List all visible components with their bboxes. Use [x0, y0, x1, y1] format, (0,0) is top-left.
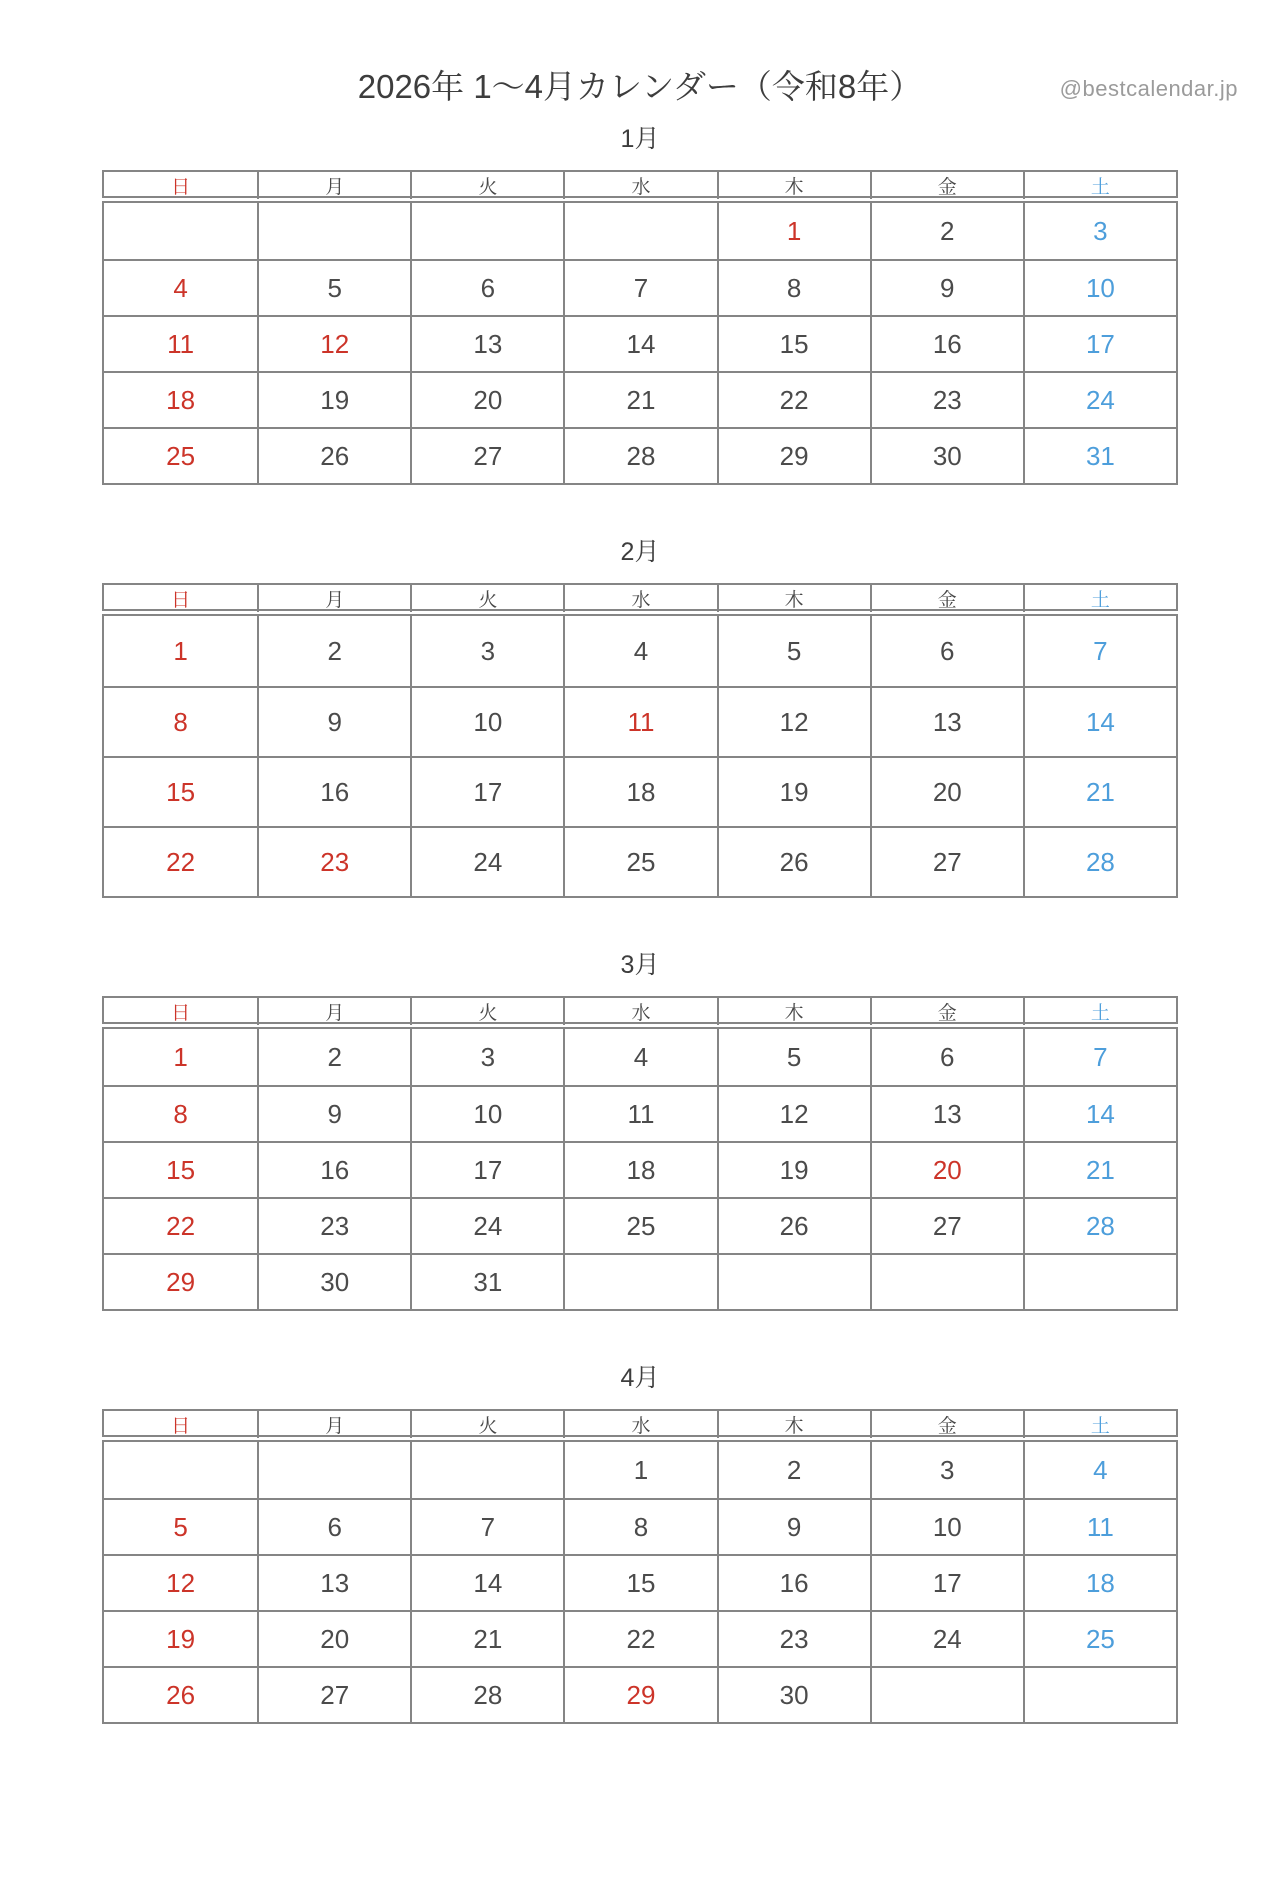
- day-cell: 6: [257, 1498, 410, 1554]
- day-cell: 11: [1023, 1498, 1176, 1554]
- day-cell: 2: [870, 203, 1023, 259]
- calendar-grid: [102, 614, 1178, 898]
- weekday-header: 土: [1023, 998, 1176, 1025]
- calendar-grid: [102, 1440, 1178, 1724]
- day-cell: 19: [104, 1610, 257, 1666]
- month-section-4月: [102, 1361, 1178, 1724]
- empty-day-cell: [410, 1442, 563, 1498]
- day-cell: 13: [870, 686, 1023, 756]
- day-cell: 7: [1023, 1029, 1176, 1085]
- day-cell: 6: [870, 1029, 1023, 1085]
- month-section-3月: [102, 948, 1178, 1311]
- day-cell: 20: [870, 1141, 1023, 1197]
- weekday-header: 金: [870, 172, 1023, 199]
- day-cell: 21: [563, 371, 716, 427]
- day-cell: 20: [257, 1610, 410, 1666]
- weekday-header: 火: [410, 1411, 563, 1438]
- day-cell: 25: [563, 826, 716, 896]
- day-cell: 16: [870, 315, 1023, 371]
- weekday-header: 土: [1023, 585, 1176, 612]
- day-cell: 18: [563, 756, 716, 826]
- weekday-header: 土: [1023, 1411, 1176, 1438]
- day-cell: 5: [257, 259, 410, 315]
- empty-day-cell: [717, 1253, 870, 1309]
- empty-day-cell: [257, 203, 410, 259]
- day-cell: 4: [563, 616, 716, 686]
- day-cell: 17: [410, 756, 563, 826]
- day-cell: 22: [104, 1197, 257, 1253]
- day-cell: 14: [1023, 1085, 1176, 1141]
- day-cell: 1: [173, 635, 188, 666]
- day-cell: 13: [410, 315, 563, 371]
- day-cell: 13: [870, 1085, 1023, 1141]
- day-cell: 16: [717, 1554, 870, 1610]
- day-cell: 8: [104, 686, 257, 756]
- day-cell: 16: [257, 756, 410, 826]
- calendar-grid: [102, 1027, 1178, 1311]
- day-cell: 15: [104, 756, 257, 826]
- empty-day-cell: [410, 203, 563, 259]
- day-cell: 4: [104, 259, 257, 315]
- empty-day-cell: [563, 203, 716, 259]
- day-cell: 4: [563, 1029, 716, 1085]
- day-cell: 27: [410, 427, 563, 483]
- empty-day-cell: [563, 1253, 716, 1309]
- weekday-header: 水: [563, 585, 716, 612]
- day-cell: 9: [257, 686, 410, 756]
- day-cell: 14: [1023, 686, 1176, 756]
- weekday-header-row: [102, 170, 1178, 198]
- day-cell: 11: [563, 686, 716, 756]
- day-cell: 21: [1023, 756, 1176, 826]
- day-cell: 6: [410, 259, 563, 315]
- day-cell: 22: [563, 1610, 716, 1666]
- weekday-header: 木: [717, 1411, 870, 1438]
- day-cell: 10: [410, 686, 563, 756]
- watermark: @bestcalendar.jp: [1059, 76, 1238, 101]
- day-cell: 28: [1023, 1197, 1176, 1253]
- day-cell: 5: [717, 616, 870, 686]
- day-cell: 3: [410, 616, 563, 686]
- month-section-2月: [102, 535, 1178, 898]
- day-cell: 9: [717, 1498, 870, 1554]
- day-cell: 30: [717, 1666, 870, 1722]
- day-cell: 17: [1023, 315, 1176, 371]
- day-cell: 11: [104, 315, 257, 371]
- day-cell: 8: [717, 259, 870, 315]
- weekday-header: 金: [870, 1411, 1023, 1438]
- day-cell: 1: [563, 1442, 716, 1498]
- day-cell: 21: [410, 1610, 563, 1666]
- day-cell: 28: [410, 1666, 563, 1722]
- day-cell: 26: [104, 1666, 257, 1722]
- day-cell: 9: [257, 1085, 410, 1141]
- day-cell: 5: [717, 1029, 870, 1085]
- day-cell: 20: [870, 756, 1023, 826]
- day-cell: 3: [1023, 203, 1176, 259]
- day-cell: 27: [257, 1666, 410, 1722]
- empty-day-cell: [1023, 1666, 1176, 1722]
- day-cell: 14: [410, 1554, 563, 1610]
- day-cell: 15: [563, 1554, 716, 1610]
- weekday-header: 火: [410, 172, 563, 199]
- calendar-grid: [102, 201, 1178, 485]
- day-cell: 4: [1023, 1442, 1176, 1498]
- day-cell: 10: [870, 1498, 1023, 1554]
- day-cell: 23: [257, 1197, 410, 1253]
- day-cell: 17: [870, 1554, 1023, 1610]
- day-cell: 10: [1023, 259, 1176, 315]
- day-cell: 11: [563, 1085, 716, 1141]
- day-cell: 18: [104, 371, 257, 427]
- day-cell: 24: [410, 1197, 563, 1253]
- day-cell: 19: [717, 756, 870, 826]
- weekday-header: 日: [171, 590, 191, 611]
- day-cell: 13: [257, 1554, 410, 1610]
- day-cell: 24: [1023, 371, 1176, 427]
- day-cell: 12: [717, 686, 870, 756]
- day-cell: 23: [870, 371, 1023, 427]
- day-cell: 29: [717, 427, 870, 483]
- day-cell: 25: [1023, 1610, 1176, 1666]
- day-cell: 22: [104, 826, 257, 896]
- day-cell: 15: [717, 315, 870, 371]
- day-cell: 12: [257, 315, 410, 371]
- day-cell: 3: [410, 1029, 563, 1085]
- empty-day-cell: [1023, 1253, 1176, 1309]
- weekday-header: 月: [257, 172, 410, 199]
- weekday-header: 月: [257, 998, 410, 1025]
- day-cell: 27: [870, 1197, 1023, 1253]
- day-cell: 2: [717, 1442, 870, 1498]
- day-cell: 28: [1023, 826, 1176, 896]
- weekday-header-row: [102, 996, 1178, 1024]
- day-cell: 23: [717, 1610, 870, 1666]
- day-cell: 17: [410, 1141, 563, 1197]
- day-cell: 19: [257, 371, 410, 427]
- weekday-header: 木: [717, 998, 870, 1025]
- day-cell: 27: [870, 826, 1023, 896]
- day-cell: 21: [1023, 1141, 1176, 1197]
- month-label: 3月: [620, 951, 660, 979]
- weekday-header: 水: [563, 172, 716, 199]
- day-cell: 30: [257, 1253, 410, 1309]
- weekday-header: 火: [410, 998, 563, 1025]
- day-cell: 12: [717, 1085, 870, 1141]
- day-cell: 29: [104, 1253, 257, 1309]
- weekday-header: 日: [171, 1416, 191, 1437]
- month-label: 2月: [620, 538, 660, 566]
- day-cell: 7: [563, 259, 716, 315]
- day-cell: 29: [563, 1666, 716, 1722]
- day-cell: 10: [410, 1085, 563, 1141]
- page-title: 2026年 1〜4月カレンダー（令和8年）: [357, 68, 923, 105]
- weekday-header: 日: [171, 177, 191, 198]
- day-cell: 20: [410, 371, 563, 427]
- day-cell: 26: [717, 826, 870, 896]
- weekday-header: 日: [171, 1003, 191, 1024]
- weekday-header: 水: [563, 1411, 716, 1438]
- weekday-header: 月: [257, 1411, 410, 1438]
- day-cell: 12: [104, 1554, 257, 1610]
- day-cell: 16: [257, 1141, 410, 1197]
- day-cell: 5: [104, 1498, 257, 1554]
- day-cell: 8: [104, 1085, 257, 1141]
- months-container: [102, 122, 1178, 1724]
- day-cell: 8: [563, 1498, 716, 1554]
- month-label: 1月: [620, 125, 660, 153]
- day-cell: 31: [1023, 427, 1176, 483]
- month-label: 4月: [620, 1364, 660, 1392]
- day-cell: 1: [717, 203, 870, 259]
- day-cell: 23: [257, 826, 410, 896]
- empty-day-cell: [870, 1253, 1023, 1309]
- empty-day-cell: [870, 1666, 1023, 1722]
- day-cell: 24: [410, 826, 563, 896]
- day-cell: 25: [563, 1197, 716, 1253]
- day-cell: 2: [257, 616, 410, 686]
- day-cell: 18: [1023, 1554, 1176, 1610]
- weekday-header: 木: [717, 172, 870, 199]
- day-cell: 31: [410, 1253, 563, 1309]
- day-cell: 6: [870, 616, 1023, 686]
- empty-day-cell: [257, 1442, 410, 1498]
- weekday-header: 土: [1023, 172, 1176, 199]
- weekday-header: 火: [410, 585, 563, 612]
- weekday-header: 金: [870, 998, 1023, 1025]
- day-cell: 7: [410, 1498, 563, 1554]
- day-cell: 14: [563, 315, 716, 371]
- day-cell: 7: [1023, 616, 1176, 686]
- day-cell: 25: [104, 427, 257, 483]
- weekday-header: 木: [717, 585, 870, 612]
- day-cell: 26: [717, 1197, 870, 1253]
- weekday-header: 月: [257, 585, 410, 612]
- day-cell: 19: [717, 1141, 870, 1197]
- empty-day-cell: [104, 203, 257, 259]
- empty-day-cell: [104, 1442, 257, 1498]
- day-cell: 3: [870, 1442, 1023, 1498]
- weekday-header-row: [102, 583, 1178, 611]
- day-cell: 26: [257, 427, 410, 483]
- weekday-header-row: [102, 1409, 1178, 1437]
- day-cell: 18: [563, 1141, 716, 1197]
- day-cell: 28: [563, 427, 716, 483]
- day-cell: 30: [870, 427, 1023, 483]
- month-section-1月: [102, 122, 1178, 485]
- day-cell: 1: [173, 1041, 188, 1072]
- weekday-header: 金: [870, 585, 1023, 612]
- day-cell: 9: [870, 259, 1023, 315]
- day-cell: 24: [870, 1610, 1023, 1666]
- day-cell: 22: [717, 371, 870, 427]
- day-cell: 15: [104, 1141, 257, 1197]
- weekday-header: 水: [563, 998, 716, 1025]
- day-cell: 2: [257, 1029, 410, 1085]
